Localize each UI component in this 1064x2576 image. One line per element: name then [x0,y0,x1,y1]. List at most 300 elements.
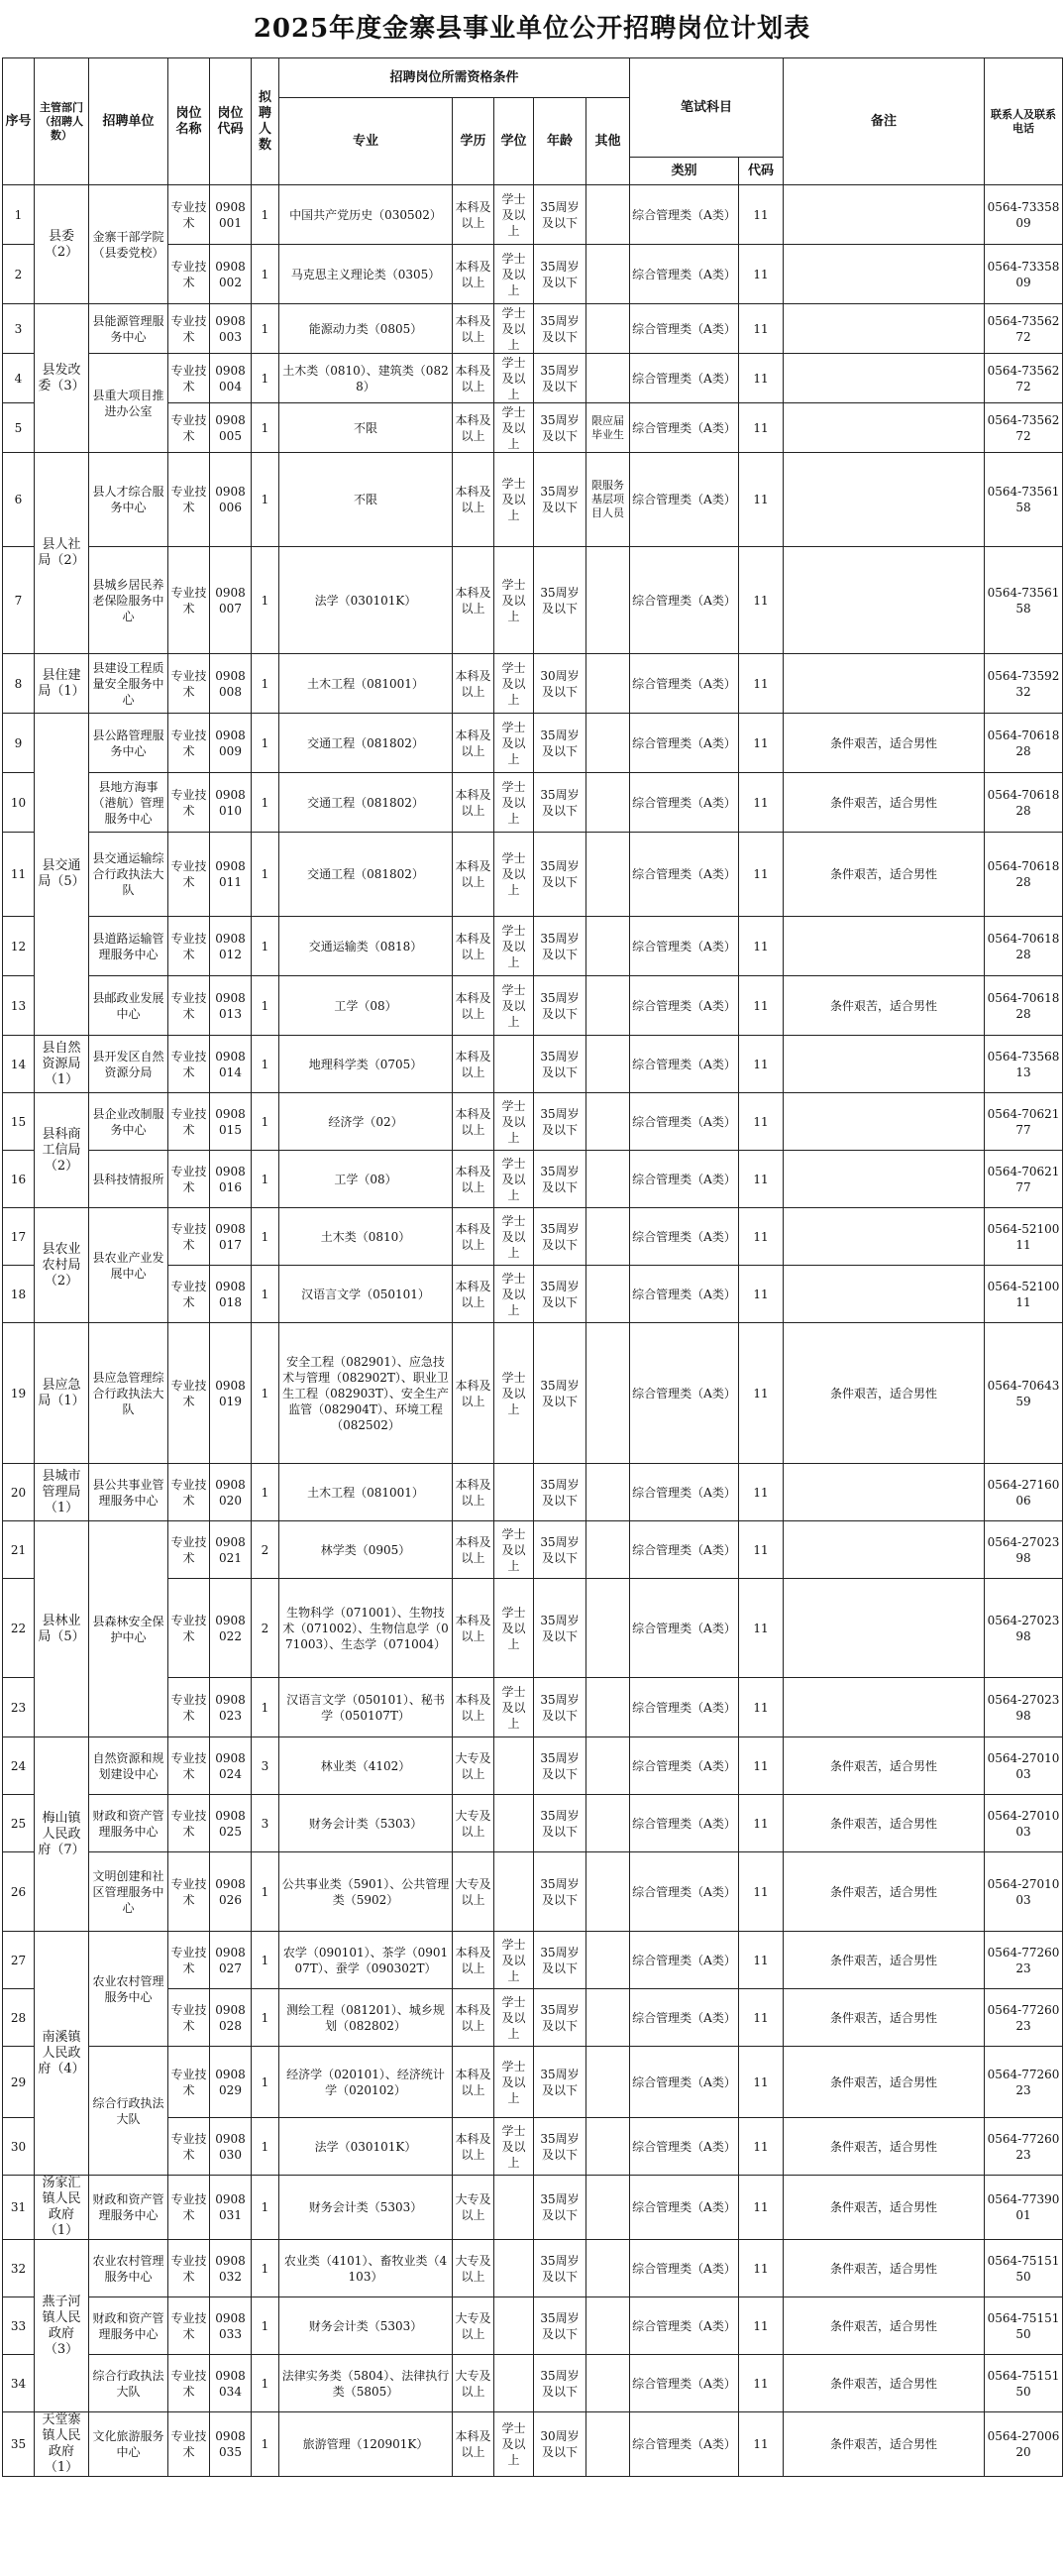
post-code-cell: 0908016 [210,1151,252,1208]
degree-cell: 学士及以上 [494,917,534,976]
age-cell: 35周岁及以下 [534,1093,586,1151]
age-cell: 35周岁及以下 [534,2047,586,2118]
post-name-cell: 专业技术 [168,2176,210,2240]
post-name-cell: 专业技术 [168,453,210,547]
seq-cell: 6 [3,453,35,547]
exam-category-cell: 综合管理类（A类） [630,1579,739,1678]
unit-cell: 县公路管理服务中心 [89,714,168,773]
remark-cell [784,547,985,654]
unit-cell: 综合行政执法大队 [89,2047,168,2176]
remark-cell: 条件艰苦，适合男性 [784,1795,985,1852]
other-cell [586,1521,630,1579]
post-name-cell: 专业技术 [168,976,210,1036]
table-row [3,2297,1063,2355]
major-cell: 土木类（0810） [279,1208,453,1266]
contact-phone-cell: 0564-7356272 [985,403,1063,453]
exam-code-cell: 11 [739,773,784,833]
seq-cell: 28 [3,1989,35,2047]
other-cell: 限服务基层项目人员 [586,453,630,547]
major-cell: 地理科学类（0705） [279,1036,453,1093]
count-cell: 3 [252,1737,279,1795]
major-cell: 不限 [279,403,453,453]
unit-cell: 县人才综合服务中心 [89,453,168,547]
education-cell: 本科及以上 [453,2118,494,2176]
exam-code-cell: 11 [739,917,784,976]
other-cell [586,304,630,354]
other-cell [586,2412,630,2477]
unit-cell: 农业农村管理服务中心 [89,2240,168,2297]
unit-cell: 县建设工程质量安全服务中心 [89,654,168,714]
degree-cell: 学士及以上 [494,1521,534,1579]
degree-cell [494,2176,534,2240]
table-row [3,1036,1063,1093]
other-cell [586,2176,630,2240]
other-cell [586,1795,630,1852]
contact-phone-cell: 0564-7356272 [985,304,1063,354]
count-cell: 1 [252,1464,279,1521]
exam-code-cell: 11 [739,547,784,654]
remark-cell: 条件艰苦，适合男性 [784,773,985,833]
other-cell [586,354,630,403]
dept-cell: 燕子河镇人民政府（3） [35,2240,89,2412]
major-cell: 经济学（020101）、经济统计学（020102） [279,2047,453,2118]
post-name-cell: 专业技术 [168,1036,210,1093]
header-row-1 [3,58,1063,98]
table-row [3,833,1063,917]
other-cell [586,714,630,773]
dept-cell: 县农业农村局（2） [35,1208,89,1323]
post-code-cell: 0908034 [210,2355,252,2412]
exam-category-cell: 综合管理类（A类） [630,2412,739,2477]
degree-cell [494,1036,534,1093]
count-cell: 1 [252,773,279,833]
age-cell: 35周岁及以下 [534,1266,586,1323]
table-row [3,1464,1063,1521]
count-cell: 1 [252,1989,279,2047]
contact-phone-cell: 0564-7359232 [985,654,1063,714]
education-cell: 本科及以上 [453,245,494,304]
post-name-cell: 专业技术 [168,1989,210,2047]
seq-cell: 11 [3,833,35,917]
education-cell: 本科及以上 [453,976,494,1036]
post-code-cell: 0908008 [210,654,252,714]
unit-cell: 综合行政执法大队 [89,2355,168,2412]
exam-category-cell: 综合管理类（A类） [630,1093,739,1151]
exam-category-cell: 综合管理类（A类） [630,976,739,1036]
table-row [3,354,1063,403]
exam-category-cell: 综合管理类（A类） [630,403,739,453]
major-cell: 中国共产党历史（030502） [279,185,453,245]
other-cell [586,1208,630,1266]
seq-cell: 7 [3,547,35,654]
exam-category-cell: 综合管理类（A类） [630,833,739,917]
exam-category-cell: 综合管理类（A类） [630,2047,739,2118]
remark-cell: 条件艰苦，适合男性 [784,1932,985,1989]
major-cell: 交通工程（081802） [279,833,453,917]
seq-cell: 20 [3,1464,35,1521]
contact-phone-cell: 0564-2701003 [985,1795,1063,1852]
post-code-cell: 0908004 [210,354,252,403]
post-code-cell: 0908028 [210,1989,252,2047]
age-cell: 30周岁及以下 [534,654,586,714]
count-cell: 2 [252,1521,279,1579]
seq-cell: 10 [3,773,35,833]
degree-cell: 学士及以上 [494,1323,534,1464]
major-cell: 工学（08） [279,1151,453,1208]
post-code-cell: 0908032 [210,2240,252,2297]
post-name-cell: 专业技术 [168,1208,210,1266]
seq-cell: 16 [3,1151,35,1208]
remark-cell: 条件艰苦，适合男性 [784,2355,985,2412]
table-row [3,547,1063,654]
table-row [3,1093,1063,1151]
other-cell [586,2355,630,2412]
remark-cell: 条件艰苦，适合男性 [784,2047,985,2118]
remark-cell [784,917,985,976]
education-cell: 本科及以上 [453,1464,494,1521]
other-cell [586,1678,630,1737]
dept-cell: 天堂寨镇人民政府（1） [35,2412,89,2477]
remark-cell: 条件艰苦，适合男性 [784,1323,985,1464]
contact-phone-cell: 0564-7739001 [985,2176,1063,2240]
post-code-cell: 0908005 [210,403,252,453]
header-education: 学历 [453,98,494,185]
seq-cell: 23 [3,1678,35,1737]
count-cell: 1 [252,185,279,245]
contact-phone-cell: 0564-7062177 [985,1093,1063,1151]
post-code-cell: 0908007 [210,547,252,654]
contact-phone-cell: 0564-7515150 [985,2240,1063,2297]
table-row [3,1737,1063,1795]
education-cell: 大专及以上 [453,2355,494,2412]
education-cell: 本科及以上 [453,1323,494,1464]
count-cell: 1 [252,2176,279,2240]
contact-phone-cell: 0564-7726023 [985,2118,1063,2176]
major-cell: 公共事业类（5901）、公共管理类（5902） [279,1852,453,1932]
contact-phone-cell: 0564-2701003 [985,1737,1063,1795]
exam-code-cell: 11 [739,1521,784,1579]
header-conditions: 招聘岗位所需资格条件 [279,58,630,98]
age-cell: 35周岁及以下 [534,1208,586,1266]
contact-phone-cell: 0564-2702398 [985,1579,1063,1678]
post-code-cell: 0908012 [210,917,252,976]
post-name-cell: 专业技术 [168,185,210,245]
other-cell [586,1932,630,1989]
other-cell [586,2118,630,2176]
other-cell [586,2240,630,2297]
post-name-cell: 专业技术 [168,2412,210,2477]
age-cell: 35周岁及以下 [534,1579,586,1678]
other-cell [586,1579,630,1678]
dept-cell: 县委（2） [35,185,89,304]
post-name-cell: 专业技术 [168,1323,210,1464]
count-cell: 1 [252,1036,279,1093]
seq-cell: 21 [3,1521,35,1579]
education-cell: 本科及以上 [453,773,494,833]
education-cell: 大专及以上 [453,1852,494,1932]
major-cell: 法学（030101K） [279,547,453,654]
seq-cell: 26 [3,1852,35,1932]
exam-code-cell: 11 [739,2118,784,2176]
seq-cell: 31 [3,2176,35,2240]
exam-code-cell: 11 [739,2412,784,2477]
exam-category-cell: 综合管理类（A类） [630,1208,739,1266]
dept-cell: 县交通局（5） [35,714,89,1036]
age-cell: 35周岁及以下 [534,1464,586,1521]
unit-cell: 县道路运输管理服务中心 [89,917,168,976]
major-cell: 林业类（4102） [279,1737,453,1795]
exam-code-cell: 11 [739,1323,784,1464]
remark-cell [784,1579,985,1678]
other-cell [586,654,630,714]
exam-code-cell: 11 [739,1151,784,1208]
header-count: 拟聘人数 [252,58,279,185]
education-cell: 本科及以上 [453,1093,494,1151]
count-cell: 1 [252,917,279,976]
header-degree: 学位 [494,98,534,185]
post-code-cell: 0908025 [210,1795,252,1852]
major-cell: 土木类（0810）、建筑类（0828） [279,354,453,403]
degree-cell: 学士及以上 [494,1151,534,1208]
age-cell: 35周岁及以下 [534,1795,586,1852]
count-cell: 1 [252,1093,279,1151]
dept-cell: 县林业局（5） [35,1521,89,1737]
unit-cell: 财政和资产管理服务中心 [89,1795,168,1852]
post-code-cell: 0908020 [210,1464,252,1521]
education-cell: 本科及以上 [453,1989,494,2047]
major-cell: 农业类（4101）、畜牧业类（4103） [279,2240,453,2297]
education-cell: 本科及以上 [453,403,494,453]
degree-cell: 学士及以上 [494,547,534,654]
degree-cell: 学士及以上 [494,1678,534,1737]
contact-phone-cell: 0564-7062177 [985,1151,1063,1208]
degree-cell: 学士及以上 [494,976,534,1036]
table-row [3,1852,1063,1932]
unit-cell: 县重大项目推进办公室 [89,354,168,453]
post-name-cell: 专业技术 [168,1678,210,1737]
count-cell: 1 [252,1852,279,1932]
education-cell: 本科及以上 [453,654,494,714]
major-cell: 土木工程（081001） [279,1464,453,1521]
exam-category-cell: 综合管理类（A类） [630,185,739,245]
age-cell: 35周岁及以下 [534,833,586,917]
other-cell [586,1464,630,1521]
post-code-cell: 0908022 [210,1579,252,1678]
seq-cell: 33 [3,2297,35,2355]
contact-phone-cell: 0564-7335809 [985,245,1063,304]
major-cell: 交通运输类（0818） [279,917,453,976]
post-code-cell: 0908021 [210,1521,252,1579]
remark-cell: 条件艰苦，适合男性 [784,2412,985,2477]
remark-cell [784,354,985,403]
contact-phone-cell: 0564-7726023 [985,1989,1063,2047]
remark-cell [784,245,985,304]
education-cell: 本科及以上 [453,2412,494,2477]
exam-category-cell: 综合管理类（A类） [630,304,739,354]
count-cell: 1 [252,354,279,403]
other-cell: 限应届毕业生 [586,403,630,453]
post-name-cell: 专业技术 [168,304,210,354]
education-cell: 本科及以上 [453,1266,494,1323]
contact-phone-cell: 0564-7356813 [985,1036,1063,1093]
remark-cell [784,1266,985,1323]
seq-cell: 32 [3,2240,35,2297]
remark-cell [784,403,985,453]
dept-cell: 汤家汇镇人民政府（1） [35,2176,89,2240]
exam-code-cell: 11 [739,1266,784,1323]
degree-cell: 学士及以上 [494,1579,534,1678]
education-cell: 本科及以上 [453,833,494,917]
exam-code-cell: 11 [739,245,784,304]
count-cell: 1 [252,2297,279,2355]
other-cell [586,185,630,245]
remark-cell [784,1151,985,1208]
exam-category-cell: 综合管理类（A类） [630,2297,739,2355]
page-title: 2025年度金寨县事业单位公开招聘岗位计划表 [253,14,811,44]
remark-cell [784,304,985,354]
seq-cell: 25 [3,1795,35,1852]
seq-cell: 17 [3,1208,35,1266]
post-name-cell: 专业技术 [168,1093,210,1151]
count-cell: 1 [252,976,279,1036]
table-row [3,1521,1063,1579]
post-name-cell: 专业技术 [168,833,210,917]
major-cell: 生物科学（071001）、生物技术（071002）、生物信息学（071003）、生态学（071004） [279,1579,453,1678]
age-cell: 35周岁及以下 [534,917,586,976]
age-cell: 35周岁及以下 [534,245,586,304]
exam-code-cell: 11 [739,1989,784,2047]
dept-cell: 梅山镇人民政府（7） [35,1737,89,1932]
exam-code-cell: 11 [739,2355,784,2412]
contact-phone-cell: 0564-7335809 [985,185,1063,245]
degree-cell: 学士及以上 [494,304,534,354]
remark-cell: 条件艰苦，适合男性 [784,2176,985,2240]
unit-cell: 县地方海事（港航）管理服务中心 [89,773,168,833]
seq-cell: 14 [3,1036,35,1093]
exam-code-cell: 11 [739,654,784,714]
post-code-cell: 0908002 [210,245,252,304]
post-name-cell: 专业技术 [168,1521,210,1579]
count-cell: 1 [252,245,279,304]
table-row [3,1932,1063,1989]
exam-category-cell: 综合管理类（A类） [630,2118,739,2176]
table-row [3,654,1063,714]
contact-phone-cell: 0564-5210011 [985,1266,1063,1323]
unit-cell: 文化旅游服务中心 [89,2412,168,2477]
contact-phone-cell: 0564-7061828 [985,976,1063,1036]
exam-category-cell: 综合管理类（A类） [630,1795,739,1852]
count-cell: 1 [252,654,279,714]
degree-cell: 学士及以上 [494,2412,534,2477]
unit-cell: 县应急管理综合行政执法大队 [89,1323,168,1464]
other-cell [586,1093,630,1151]
count-cell: 1 [252,2412,279,2477]
degree-cell: 学士及以上 [494,1932,534,1989]
post-name-cell: 专业技术 [168,2240,210,2297]
major-cell: 交通工程（081802） [279,714,453,773]
other-cell [586,547,630,654]
major-cell: 安全工程（082901）、应急技术与管理（082902T）、职业卫生工程（082903T）、安全生产监管（082904T）、环境工程（082502） [279,1323,453,1464]
degree-cell: 学士及以上 [494,714,534,773]
header-post-name: 岗位名称 [168,58,210,185]
unit-cell: 县邮政业发展中心 [89,976,168,1036]
contact-phone-cell: 0564-5210011 [985,1208,1063,1266]
unit-cell: 县农业产业发展中心 [89,1208,168,1323]
age-cell: 35周岁及以下 [534,2118,586,2176]
post-code-cell: 0908017 [210,1208,252,1266]
seq-cell: 22 [3,1579,35,1678]
post-name-cell: 专业技术 [168,2047,210,2118]
header-seq: 序号 [3,58,35,185]
count-cell: 1 [252,304,279,354]
post-code-cell: 0908011 [210,833,252,917]
table-row [3,185,1063,245]
exam-code-cell: 11 [739,1852,784,1932]
contact-phone-cell: 0564-7061828 [985,714,1063,773]
degree-cell: 学士及以上 [494,833,534,917]
remark-cell: 条件艰苦，适合男性 [784,2240,985,2297]
exam-category-cell: 综合管理类（A类） [630,1464,739,1521]
table-row [3,917,1063,976]
post-code-cell: 0908006 [210,453,252,547]
other-cell [586,833,630,917]
exam-category-cell: 综合管理类（A类） [630,1989,739,2047]
remark-cell [784,1678,985,1737]
contact-phone-cell: 0564-7515150 [985,2297,1063,2355]
post-name-cell: 专业技术 [168,773,210,833]
count-cell: 2 [252,1579,279,1678]
exam-code-cell: 11 [739,1208,784,1266]
count-cell: 1 [252,1208,279,1266]
dept-cell: 县人社局（2） [35,453,89,654]
major-cell: 土木工程（081001） [279,654,453,714]
post-code-cell: 0908019 [210,1323,252,1464]
exam-category-cell: 综合管理类（A类） [630,547,739,654]
degree-cell: 学士及以上 [494,2047,534,2118]
exam-code-cell: 11 [739,833,784,917]
exam-category-cell: 综合管理类（A类） [630,917,739,976]
unit-cell: 县公共事业管理服务中心 [89,1464,168,1521]
remark-cell: 条件艰苦，适合男性 [784,1737,985,1795]
post-name-cell: 专业技术 [168,2118,210,2176]
remark-cell [784,453,985,547]
education-cell: 本科及以上 [453,547,494,654]
post-code-cell: 0908024 [210,1737,252,1795]
remark-cell [784,1036,985,1093]
exam-category-cell: 综合管理类（A类） [630,1036,739,1093]
count-cell: 1 [252,403,279,453]
remark-cell [784,1208,985,1266]
degree-cell: 学士及以上 [494,1093,534,1151]
table-row [3,2047,1063,2118]
remark-cell: 条件艰苦，适合男性 [784,833,985,917]
unit-cell: 县城乡居民养老保险服务中心 [89,547,168,654]
age-cell: 35周岁及以下 [534,1852,586,1932]
seq-cell: 2 [3,245,35,304]
remark-cell: 条件艰苦，适合男性 [784,2118,985,2176]
exam-category-cell: 综合管理类（A类） [630,1932,739,1989]
header-age: 年龄 [534,98,586,185]
post-code-cell: 0908029 [210,2047,252,2118]
age-cell: 35周岁及以下 [534,773,586,833]
education-cell: 本科及以上 [453,354,494,403]
other-cell [586,773,630,833]
age-cell: 35周岁及以下 [534,714,586,773]
exam-code-cell: 11 [739,453,784,547]
exam-category-cell: 综合管理类（A类） [630,1678,739,1737]
exam-code-cell: 11 [739,714,784,773]
contact-phone-cell: 0564-2700620 [985,2412,1063,2477]
